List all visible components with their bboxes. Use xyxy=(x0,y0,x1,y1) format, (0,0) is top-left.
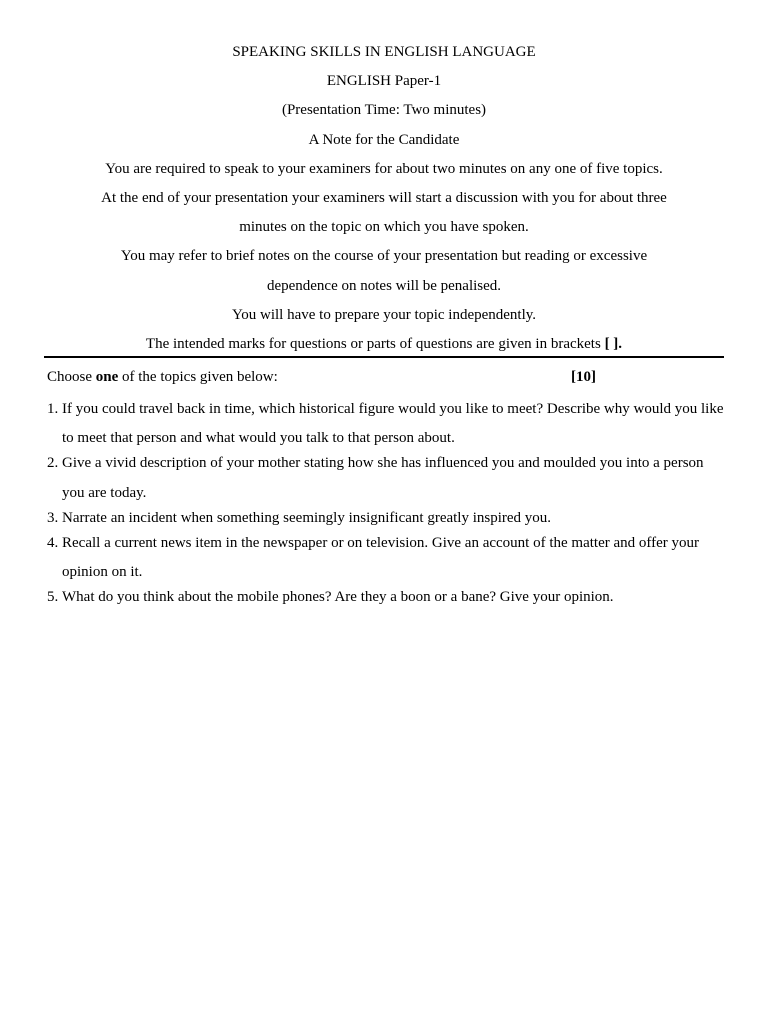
list-item xyxy=(47,529,727,587)
topic-text: Recall a current news item in the newspaper or on television. Give an account of the matter and offer your opinion on it. xyxy=(62,535,699,581)
instruction-line: You will have to prepare your topic independently. xyxy=(231,306,537,323)
list-item xyxy=(47,395,727,453)
list-item xyxy=(47,583,727,612)
topic-number: 2. xyxy=(47,455,59,472)
topic-number: 3. xyxy=(47,509,59,526)
instruction-line: You are required to speak to your examiners for about two minutes on any one of five topics. xyxy=(105,160,663,177)
topic-number: 4. xyxy=(47,535,59,552)
topic-text: What do you think about the mobile phones? Are they a boon or a bane? Give your opinion. xyxy=(62,589,614,606)
choose-prefix: Choose xyxy=(47,369,92,385)
exam-header xyxy=(44,41,724,362)
choose-instruction xyxy=(47,366,724,388)
presentation-time: (Presentation Time: Two minutes) xyxy=(281,102,487,119)
topic-list xyxy=(47,395,727,613)
choose-suffix: of the topics given below: xyxy=(122,369,278,385)
note-heading: A Note for the Candidate xyxy=(308,131,460,148)
instruction-line: minutes on the topic on which you have spoken. xyxy=(239,219,529,236)
marks-note-text: The intended marks for questions or parts of questions are given in brackets xyxy=(145,335,601,352)
instruction-line: dependence on notes will be penalised. xyxy=(266,277,502,294)
topic-text: Give a vivid description of your mother stating how she has influenced you and moulded you into a person you are today. xyxy=(62,455,704,501)
topic-text: Narrate an incident when something seemingly insignificant greatly inspired you. xyxy=(62,509,552,526)
list-item xyxy=(47,449,727,507)
instruction-line: At the end of your presentation your examiners will start a discussion with you for about three xyxy=(101,189,667,206)
topic-text: If you could travel back in time, which historical figure would you like to meet? Describe why would you like to meet that person and what would you talk to that person about. xyxy=(62,401,724,447)
instruction-line: You may refer to brief notes on the course of your presentation but reading or excessive xyxy=(120,248,648,265)
paper-name: ENGLISH Paper-1 xyxy=(326,73,442,90)
section-divider xyxy=(44,356,724,358)
choose-emphasis: one xyxy=(95,369,119,385)
topic-number: 1. xyxy=(47,401,59,417)
exam-title: SPEAKING SKILLS IN ENGLISH LANGUAGE xyxy=(232,44,536,60)
topic-number: 5. xyxy=(47,589,59,606)
marks-note-brackets: [ ]. xyxy=(604,335,623,352)
total-marks: [10] xyxy=(571,369,596,385)
